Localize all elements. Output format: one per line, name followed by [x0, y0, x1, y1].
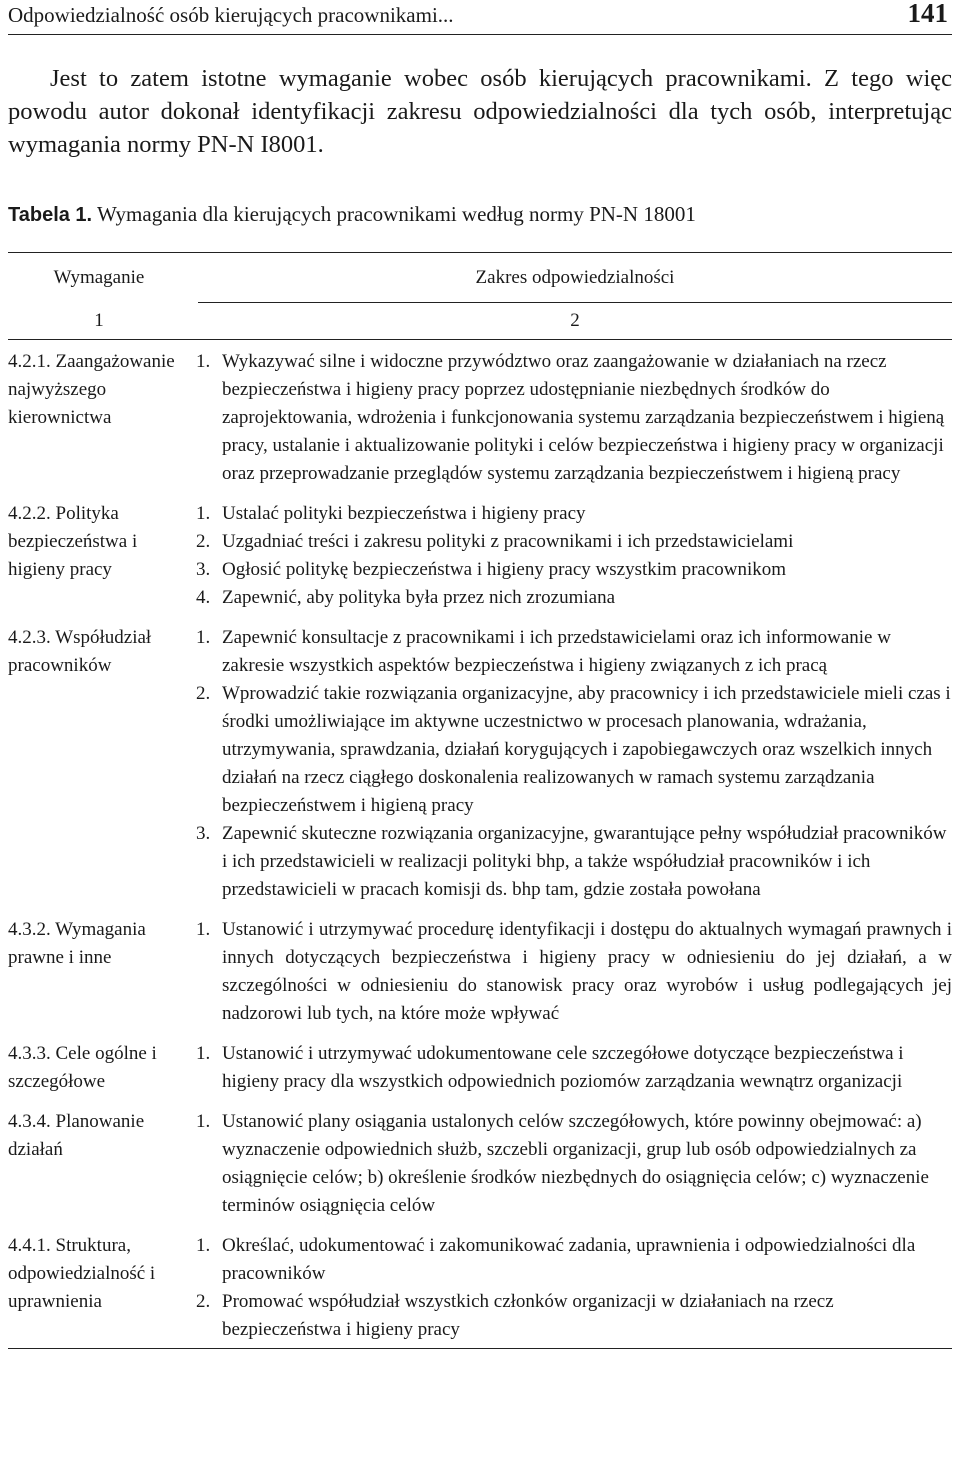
- requirement-cell: 4.3.2. Wymagania prawne i inne: [8, 919, 146, 968]
- item-text: Zapewnić konsultacje z pracownikami i ich przedstawicielami oraz ich informowanie w zakresie wszystkich aspektów bezpieczeństwa i higieny związanych z ich pracą: [222, 627, 891, 676]
- item-text: Ogłosić politykę bezpieczeństwa i higieny pracy wszystkim pracownikom: [222, 559, 787, 580]
- responsibility-list: [196, 1232, 952, 1344]
- responsibility-list: [196, 624, 952, 904]
- item-text: Promować współudział wszystkich członków organizacji w działaniach na rzecz bezpieczeństwa i higieny pracy: [222, 1291, 834, 1340]
- page-number: 141: [907, 0, 948, 28]
- responsibility-list: [196, 348, 952, 488]
- item-number: 2.: [196, 1291, 211, 1312]
- responsibility-list: [196, 916, 952, 1028]
- item-text: Ustanowić i utrzymywać udokumentowane cele szczegółowe dotyczące bezpieczeństwa i higieny pracy dla wszystkich odpowiednich poziomów zarządzania wewnątrz organizacji: [222, 1043, 904, 1092]
- table-row: [8, 624, 952, 904]
- responsibility-list: [196, 1108, 952, 1220]
- column-number-1: 1: [94, 310, 104, 331]
- item-number: 1.: [196, 627, 211, 648]
- item-text: Ustanowić i utrzymywać procedurę identyfikacji i dostępu do aktualnych wymagań prawnych i innych dotyczących bezpieczeństwa i higieny pracy w odniesieniu do jej działań, a w szczególności w odniesieniu do stanowisk pracy oraz wyrobów i usług podlegających jej nadzorowi lub tych, na które może wpływać: [222, 919, 952, 1024]
- responsibility-item: [196, 1108, 952, 1220]
- item-number: 4.: [196, 587, 211, 608]
- table-row: [8, 500, 952, 612]
- responsibility-item: [196, 1040, 952, 1096]
- requirements-table: [8, 252, 952, 1349]
- table-row: [8, 916, 952, 1028]
- item-text: Uzgadniać treści i zakresu polityki z pracownikami i ich przedstawicielami: [222, 531, 794, 552]
- table-body: [8, 348, 952, 1344]
- header-scope: Zakres odpowiedzialności: [198, 253, 952, 303]
- responsibility-item: [196, 680, 952, 820]
- responsibility-item: [196, 1288, 952, 1344]
- table-caption-label: Tabela 1.: [8, 204, 93, 226]
- item-number: 1.: [196, 351, 211, 372]
- item-text: Wykazywać silne i widoczne przywództwo oraz zaangażowanie w działaniach na rzecz bezpieczeństwa i higieny pracy poprzez udostępnianie niezbędnych środków do zaprojektowania, wdrożenia i funkcjonowania systemu zarządzania bezpieczeństwem i higieną pracy, ustalanie i aktualizowanie polityki i celów bezpieczeństwa i higieny pracy w organizacji oraz przeprowadzanie przeglądów systemu zarządzania bezpieczeństwem i higieną pracy: [222, 351, 945, 484]
- responsibility-item: [196, 624, 952, 680]
- requirement-cell: 4.3.4. Planowanie działań: [8, 1111, 145, 1160]
- requirement-cell: 4.2.3. Współudział pracowników: [8, 627, 152, 676]
- requirement-cell: 4.2.2. Polityka bezpieczeństwa i higieny pracy: [8, 503, 138, 580]
- item-text: Wprowadzić takie rozwiązania organizacyjne, aby pracownicy i ich przedstawiciele mieli czas i środki umożliwiające im aktywne uczestnictwo w procesach planowania, wdrażania, utrzymywania, sprawdzania, działań korygujących i zapobiegawczych oraz wszelkich innych działań na rzecz ciągłego doskonalenia realizowanych w ramach systemu zarządzania bezpieczeństwem i higieną pracy: [222, 683, 951, 816]
- item-number: 1.: [196, 1111, 211, 1132]
- item-number: 2.: [196, 683, 211, 704]
- responsibility-item: [196, 584, 952, 612]
- responsibility-item: [196, 916, 952, 1028]
- requirement-cell: 4.3.3. Cele ogólne i szczegółowe: [8, 1043, 157, 1092]
- requirement-cell: 4.4.1. Struktura, odpowiedzialność i uprawnienia: [8, 1235, 156, 1312]
- responsibility-item: [196, 528, 952, 556]
- responsibility-item: [196, 556, 952, 584]
- table-row: [8, 1108, 952, 1220]
- item-text: Zapewnić, aby polityka była przez nich zrozumiana: [222, 587, 616, 608]
- column-numbers: [8, 303, 952, 340]
- table-row: [8, 348, 952, 488]
- table-row: [8, 1232, 952, 1344]
- item-text: Ustanowić plany osiągania ustalonych celów szczegółowych, które powinny obejmować: a) wyznaczenie odpowiednich służb, szczebli organizacji, grup lub osób odpowiedzialnych za osiągnięcie celów; b) określenie środków niezbędnych do osiągnięcia celów; c) wyznaczenie terminów osiągnięcia celów: [222, 1111, 929, 1216]
- table-bottom-rule: [8, 1348, 952, 1349]
- responsibility-list: [196, 500, 952, 612]
- responsibility-item: [196, 500, 952, 528]
- header-requirement: Wymaganie: [53, 267, 145, 288]
- item-number: 1.: [196, 1043, 211, 1064]
- table-caption-text: Wymagania dla kierujących pracownikami według normy PN-N 18001: [97, 202, 696, 226]
- intro-text: Jest to zatem istotne wymaganie wobec osób kierujących pracownikami. Z tego więc powodu autor dokonał identyfikacji zakresu odpowiedzialności dla tych osób, interpretując wymagania normy PN-N I8001.: [8, 65, 952, 158]
- intro-paragraph: [8, 62, 952, 161]
- responsibility-item: [196, 348, 952, 488]
- item-number: 1.: [196, 1235, 211, 1256]
- requirement-cell: 4.2.1. Zaangażowanie najwyższego kierownictwa: [8, 351, 175, 428]
- item-text: Zapewnić skuteczne rozwiązania organizacyjne, gwarantujące pełny współudział pracowników i ich przedstawicieli w realizacji polityki bhp, a także współudział pracowników i ich przedstawicieli w pracach komisji ds. bhp tam, gdzie została powołana: [222, 823, 947, 900]
- table-header: [8, 253, 952, 303]
- item-number: 2.: [196, 531, 211, 552]
- responsibility-item: [196, 1232, 952, 1288]
- item-number: 1.: [196, 919, 211, 940]
- responsibility-list: [196, 1040, 952, 1096]
- item-text: Ustalać polityki bezpieczeństwa i higieny pracy: [222, 503, 586, 524]
- running-head-title: Odpowiedzialność osób kierujących pracownikami...: [8, 3, 454, 27]
- item-text: Określać, udokumentować i zakomunikować zadania, uprawnienia i odpowiedzialności dla pracowników: [222, 1235, 916, 1284]
- item-number: 3.: [196, 559, 211, 580]
- item-number: 3.: [196, 823, 211, 844]
- item-number: 1.: [196, 503, 211, 524]
- table-caption: [8, 202, 696, 227]
- responsibility-item: [196, 820, 952, 904]
- running-head: [8, 0, 952, 35]
- table-row: [8, 1040, 952, 1096]
- column-number-2: 2: [570, 310, 580, 331]
